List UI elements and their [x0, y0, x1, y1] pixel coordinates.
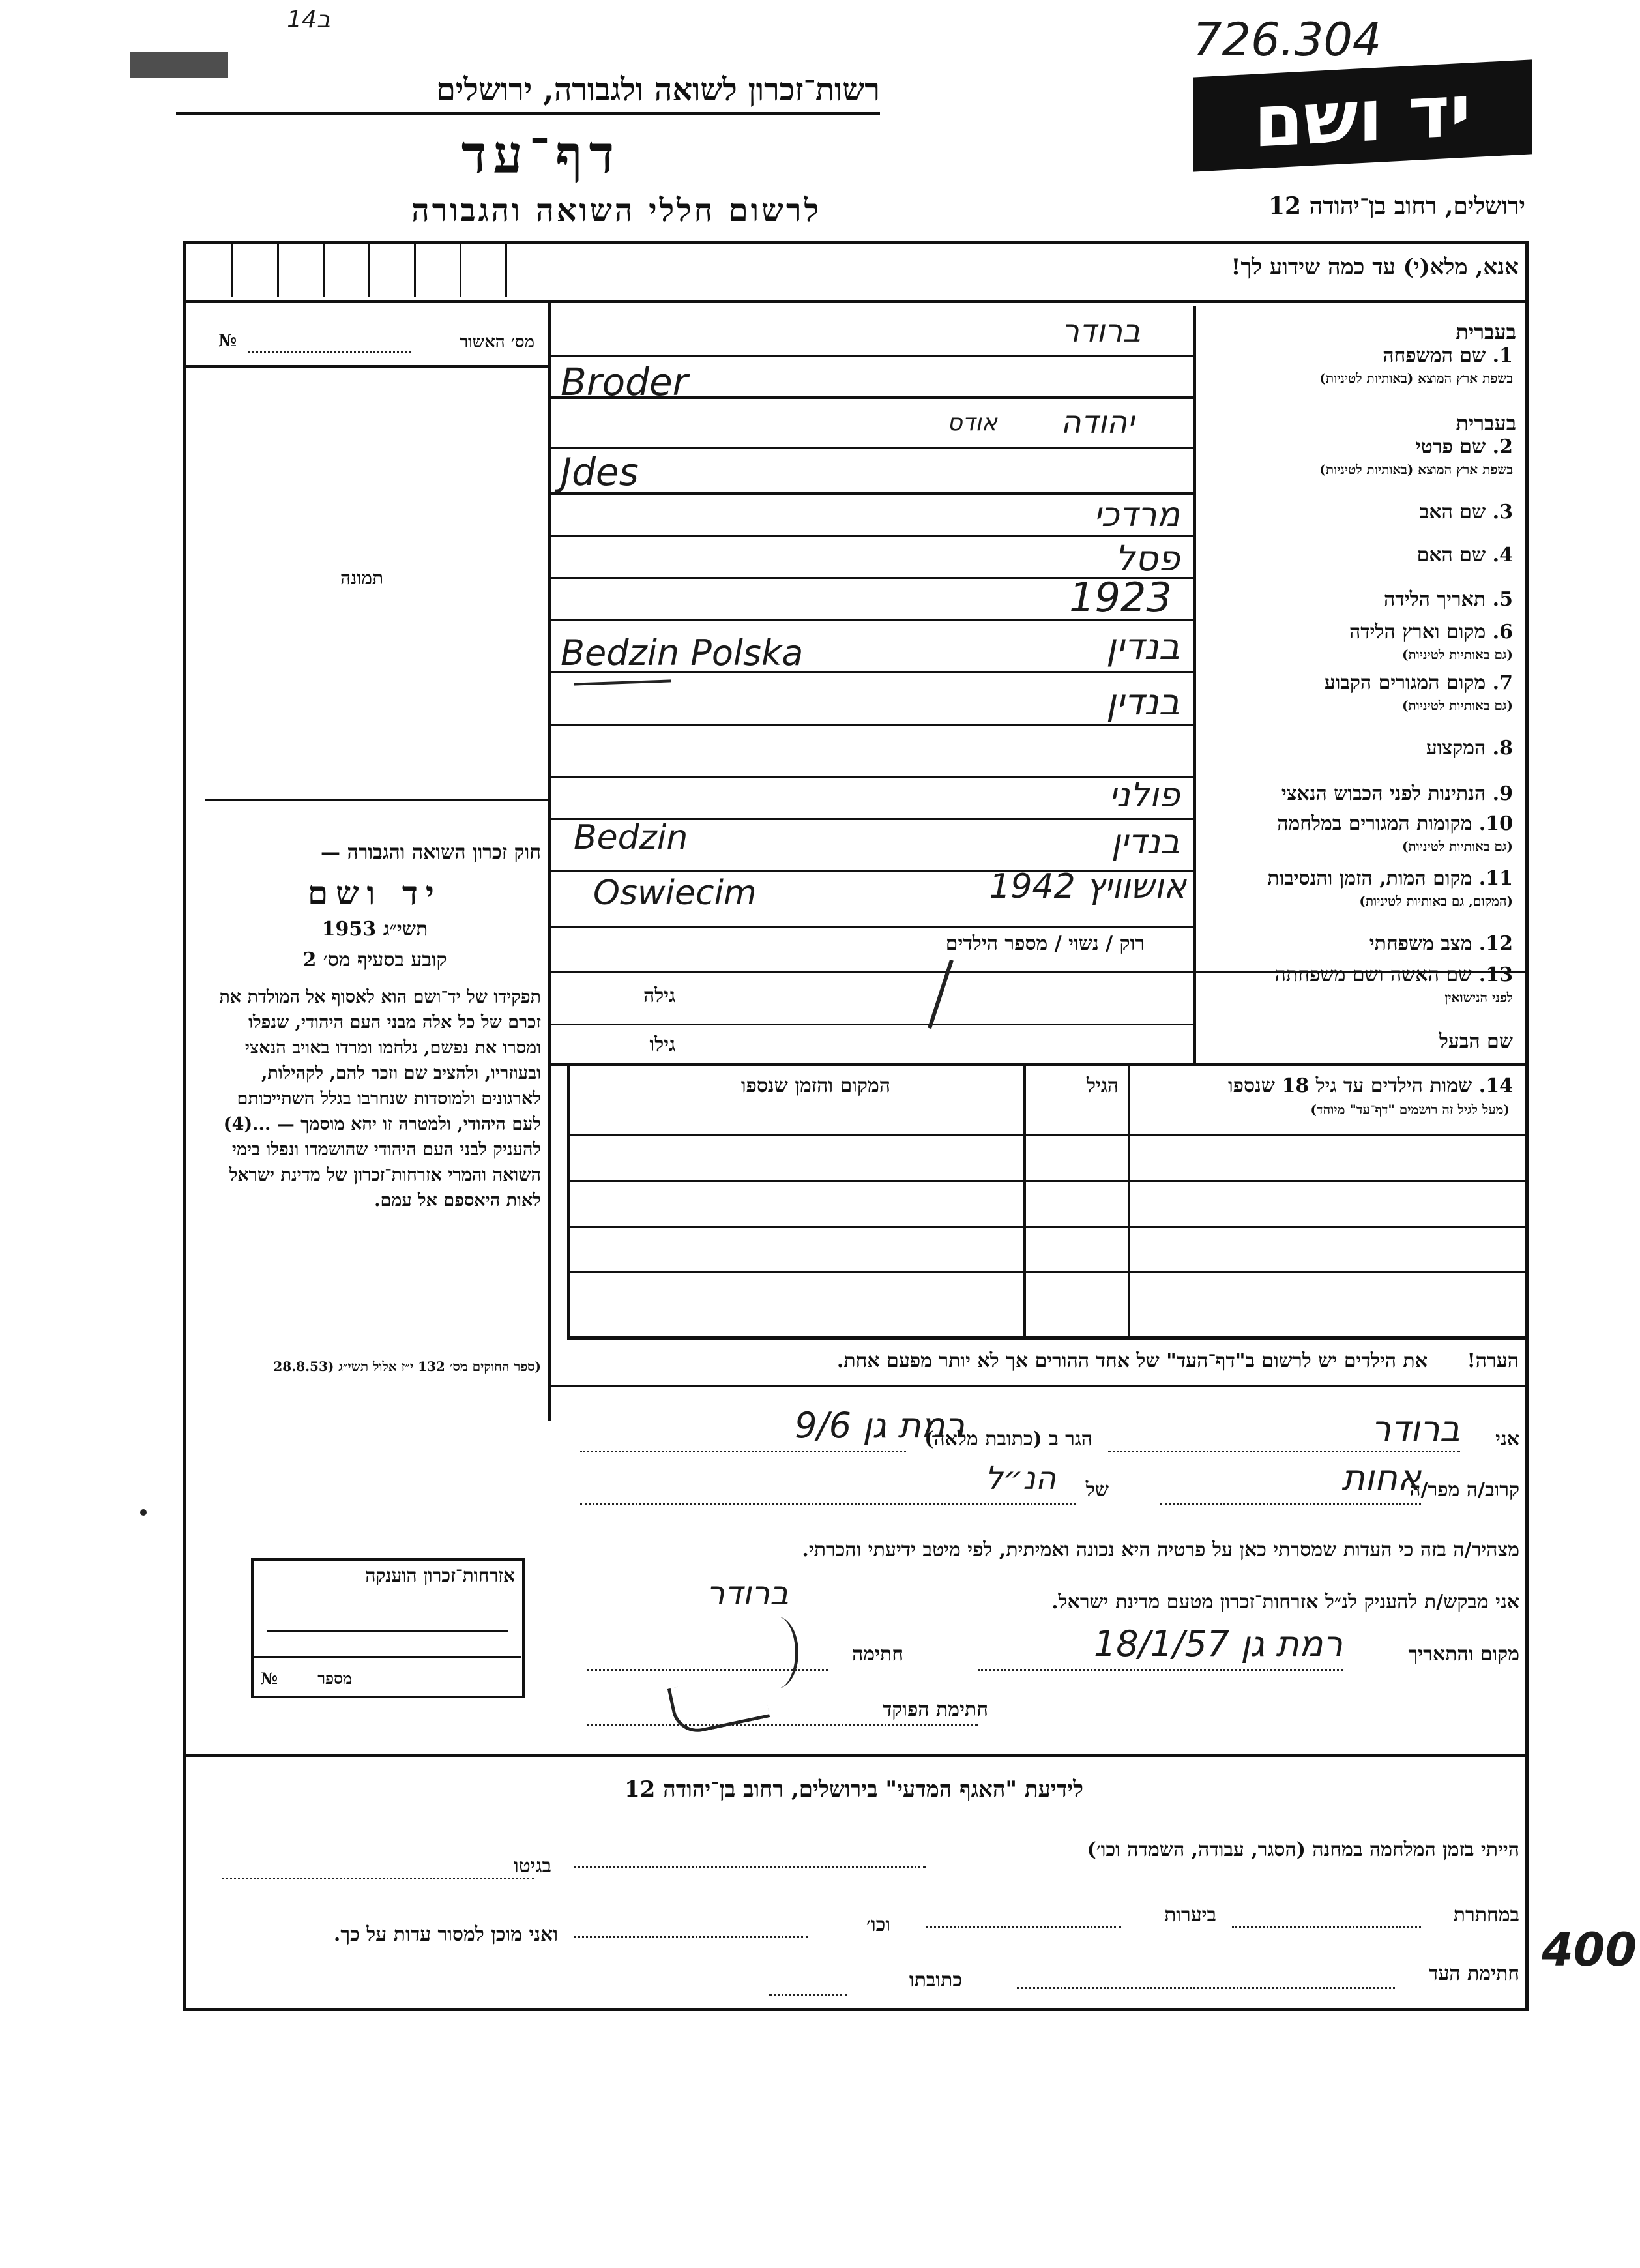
- decl-line1-mid: הגר ב (כתובת מלאה): [924, 1428, 1092, 1451]
- in-hebrew-2: בעברית: [1456, 411, 1516, 435]
- husband-label: שם הבעל: [1439, 1030, 1513, 1053]
- row-line-13: [551, 1024, 1193, 1025]
- birth-place-latin: Bedzin Polska: [561, 632, 804, 673]
- children-row-5: [567, 1336, 1529, 1340]
- family-name-hebrew: ברודר: [1061, 313, 1141, 349]
- decl-relation-value: אחות: [1341, 1457, 1421, 1498]
- nationality: פולני: [1109, 776, 1180, 815]
- field-10-label: 10. מקומות המגורים במלחמה: [1277, 812, 1513, 835]
- code-boxes: [186, 244, 564, 297]
- children-row-2: [567, 1180, 1529, 1182]
- instructions: אנא, מלא(י) עד כמה שידוע לך!: [1231, 254, 1519, 280]
- institution-underline: [176, 112, 880, 115]
- wartime-residence-latin: Bedzin: [574, 818, 688, 857]
- instructions-divider: [183, 300, 1529, 303]
- wartime-residence-hebrew: בנדין: [1111, 823, 1180, 862]
- field-5-label: 5. תאריך הלידה: [1384, 588, 1513, 611]
- field-10-sub: (גם באותיות לטיניות): [1401, 838, 1513, 854]
- decl-address-value: רמת גן 9/6: [795, 1405, 965, 1446]
- bottom-line2-f3: [574, 1936, 808, 1938]
- death-place-hebrew: אושוויץ 1942: [989, 867, 1186, 906]
- field-14-sub: (מעל לגיל זה רושמים "דף־עד" מיוחד): [1310, 1102, 1510, 1117]
- bottom-line2-mid1: ביערות: [1164, 1904, 1216, 1926]
- in-hebrew-1: בעברית: [1456, 319, 1516, 344]
- labels-divider: [1193, 306, 1196, 1063]
- bottom-line3-f1: [1017, 1987, 1395, 1989]
- citizenship-box-number: מספר: [317, 1669, 352, 1688]
- field-2-label: 2. שם פרטי: [1415, 435, 1513, 458]
- row-line-14: [551, 1063, 1529, 1066]
- husband-age-label: גילו: [649, 1033, 675, 1056]
- citizenship-box-title: אזרחות־זכרון הוענקה: [365, 1565, 515, 1586]
- children-row-3: [567, 1226, 1529, 1228]
- family-name-latin: Broder: [561, 360, 688, 404]
- field-8-label: 8. המקצוע: [1426, 737, 1513, 759]
- corner-mark: ב14: [287, 7, 330, 33]
- bottom-line2-start: במחתרת: [1453, 1904, 1519, 1926]
- bottom-line2-f2: [926, 1926, 1121, 1928]
- decl-line1-start: אני: [1495, 1428, 1519, 1451]
- bottom-line3-start: חתימת העד: [1428, 1962, 1519, 1985]
- field-12-options: רוק / נשוי / מספר הילדים: [945, 932, 1145, 955]
- given-name-note: אודס: [947, 409, 997, 436]
- bottom-line1-field: [574, 1866, 926, 1868]
- decl-line3: מצהיר/ה בזה כי העדות שמסרתי כאן על פרטיה היא נכונה ואמיתית, לפי מיטב ידיעתי והכרתי.: [802, 1539, 1519, 1561]
- values-left-border: [548, 306, 551, 1063]
- bottom-line3-f2: [769, 1994, 847, 1996]
- bottom-line3-end: כתובתו: [909, 1969, 962, 1992]
- law-reference: (ספר החוקים מס׳ 132 י״ז אלול תשי״ג (28.8.53: [273, 1359, 541, 1374]
- margin-note: 400: [1542, 1923, 1637, 1977]
- decl-of-value: הנ״ל: [985, 1460, 1056, 1497]
- place-date-label: מקום והתאריך: [1408, 1643, 1519, 1666]
- citizenship-box-rule2: [254, 1656, 521, 1658]
- field-13-sub: לפני הנישואין: [1444, 990, 1513, 1005]
- photo-divider: [205, 799, 551, 801]
- field-3-label: 3. שם האב: [1419, 501, 1513, 523]
- field-13-label: 13. שם האשה ושם משפחתה: [1274, 964, 1513, 986]
- bottom-line1-ghetto: [222, 1878, 534, 1879]
- law-year: תשי״ג 1953: [321, 918, 428, 941]
- official-signature-label: חתימת הפוקד: [882, 1698, 988, 1721]
- decl-name-value: ברודר: [1371, 1408, 1460, 1449]
- bottom-line2-f1: [1232, 1926, 1421, 1928]
- law-name: יד ושם: [308, 874, 442, 912]
- residence-hebrew: בנדין: [1106, 681, 1180, 724]
- field-12-label: 12. מצב משפחתי: [1369, 932, 1513, 955]
- field-2-sub: בשפת ארץ המוצא (באותיות לטיניות): [1319, 462, 1513, 477]
- children-row-1: [567, 1134, 1529, 1136]
- field-11-sub: (המקום, גם באותיות לטיניות): [1359, 893, 1513, 909]
- field-1-sub: בשפת ארץ המוצא (באותיות לטיניות): [1319, 370, 1513, 386]
- decl-address-line: [580, 1451, 906, 1452]
- form-subtitle: לרשום חללי השואה והגבורה: [411, 192, 821, 229]
- citizenship-box-rule1: [267, 1630, 508, 1632]
- bottom-line1-start: הייתי בזמן המלחמה במחנה (הסגר, עבודה, השמדה וכו׳): [1087, 1838, 1519, 1861]
- decl-relation-label: קרוב/ה מפר/ה: [1409, 1479, 1519, 1501]
- field-1-label: 1. שם המשפחה: [1383, 344, 1513, 367]
- place-date-line: [978, 1669, 1343, 1671]
- photo-label: תמונה: [340, 567, 384, 589]
- yad-vashem-logo: [1193, 59, 1532, 171]
- row-line-1a: [551, 355, 1193, 357]
- decl-line4: אני מבקש/ת להעניק לנ״ל אזרחות־זכרון מטעם מדינת ישראל.: [1051, 1591, 1519, 1613]
- field-7-label: 7. מקום המגורים הקבוע: [1324, 671, 1513, 694]
- bottom-line1-end: בגיטו: [513, 1855, 551, 1878]
- row-line-2a: [551, 447, 1193, 449]
- signature-mark: [756, 1617, 798, 1688]
- children-col-line-2: [1128, 1066, 1130, 1340]
- field-11-label: 11. מקום המות, הזמן והנסיבות: [1267, 867, 1513, 890]
- decl-of-line: [580, 1503, 1076, 1505]
- field-7-sub: (גם באותיות לטיניות): [1401, 698, 1513, 713]
- address: ירושלים, רחוב בן־יהודה 12: [1268, 192, 1525, 220]
- bottom-divider: [183, 1754, 1529, 1757]
- death-place-latin: Oswiecim: [593, 874, 757, 913]
- mother-name: פסל: [1115, 538, 1180, 579]
- given-name-hebrew: יהודה: [1061, 404, 1134, 441]
- note-label: הערה!: [1467, 1349, 1519, 1372]
- row-line-2b: [551, 492, 1193, 495]
- law-title: חוק זכרון השואה והגבורה —: [321, 841, 541, 864]
- row-line-3: [551, 535, 1193, 537]
- field-9-label: 9. הנתינות לפני הכבוש הנאצי: [1281, 782, 1513, 805]
- citizenship-box-suffix: №: [261, 1669, 278, 1688]
- place-date-value: רמת גן 18/1/57: [1093, 1623, 1343, 1664]
- cert-number-line: [248, 351, 411, 353]
- bottom-line2-end: ואני מוכן למסור עדות על כך.: [333, 1923, 558, 1946]
- note-divider: [551, 1385, 1529, 1387]
- archive-number: 726.304: [1193, 13, 1382, 66]
- signature-label: חתימה: [852, 1643, 903, 1666]
- birth-year: 1923: [1069, 574, 1172, 621]
- official-signature-line: [587, 1724, 978, 1726]
- field-6-label: 6. מקום וארץ הלידה: [1349, 621, 1513, 643]
- form-title: דף־עד: [461, 124, 621, 185]
- cert-number-suffix: №: [218, 331, 237, 351]
- law-section: קובע בסעיף מס׳ 2: [302, 949, 447, 971]
- note-text: את הילדים יש לרשום ב"דף־העד" של אחד ההורים אך לא יותר מפעם אחת.: [836, 1349, 1428, 1372]
- given-name-latin: Jdes: [561, 450, 639, 494]
- father-name: מרדכי: [1093, 495, 1180, 535]
- children-col-line-1: [1023, 1066, 1026, 1340]
- field-6-sub: (גם באותיות לטיניות): [1401, 647, 1513, 662]
- bottom-line2-mid2: וכו׳: [866, 1913, 890, 1936]
- decl-of: של: [1085, 1479, 1109, 1501]
- row-line-7: [551, 724, 1193, 726]
- margin-dot: [140, 1509, 147, 1516]
- decl-name-line: [1108, 1451, 1460, 1452]
- children-age-col: הגיל: [1086, 1074, 1119, 1097]
- decl-line4-signature: ברודר: [706, 1574, 789, 1612]
- wife-age-label: גילה: [643, 984, 675, 1007]
- children-row-4: [567, 1271, 1529, 1273]
- decl-relation-line: [1160, 1503, 1421, 1505]
- birth-place-hebrew: בנדין: [1106, 626, 1180, 668]
- cert-divider: [183, 365, 551, 368]
- cert-number-label: מס׳ האשור: [460, 332, 534, 352]
- field-14-label: 14. שמות הילדים עד גיל 18 שנספו: [1227, 1074, 1513, 1097]
- children-left-border: [567, 1066, 570, 1340]
- row-line-11: [551, 926, 1193, 928]
- law-text: תפקידו של יד־ושם הוא לאסוף אל המולדת את זכרם של כל אלה מבני העם היהודי, שנפלו ומסרו את נפשם, נלחמו ומרדו באויב הנאצי ובעוזריו, ולהציב שם וזכר להם, לקהילות, לארגונים ולמוסדות שנחרבו בגלל השתייכותם לעם היהודי, ולמטרה זו יהא מוסמך — ...(4) להעניק לבני העם היהודי שהושמדו ונפלו בימי השואה והמרי אזרחות־זכרון של מדינת ישראל לאות היאספם אל עמם.: [219, 987, 541, 1211]
- institution-name: רשות־זכרון לשואה ולגבורה, ירושלים: [435, 72, 880, 108]
- field-4-label: 4. שם האם: [1416, 544, 1513, 567]
- bottom-title: לידיעת "האגף המדעי" בירושלים, רחוב בן־יהודה 12: [624, 1776, 1083, 1803]
- logo-text: יד ושם: [1253, 68, 1471, 164]
- children-place-col: המקום והזמן שנספו: [740, 1074, 890, 1097]
